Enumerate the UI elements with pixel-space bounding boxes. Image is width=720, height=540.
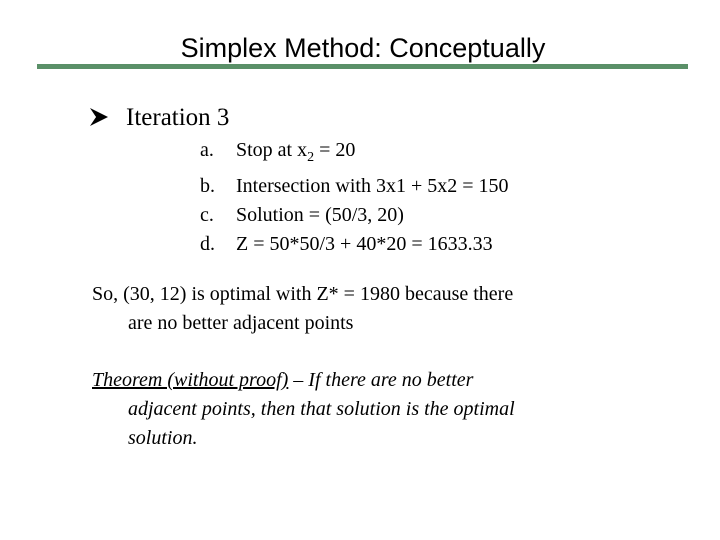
list-letter: c.: [200, 204, 214, 226]
subscript: 2: [307, 150, 315, 165]
theorem-label: Theorem (without proof): [92, 369, 289, 391]
list-text: Z = 50*50/3 + 40*20 = 1633.33: [236, 233, 493, 255]
theorem-line-1: [92, 366, 515, 395]
conclusion-line-2: are no better adjacent points: [128, 312, 354, 334]
list-item: [200, 201, 509, 230]
iteration-steps-list: [200, 136, 509, 259]
list-text-suffix: = 20: [314, 139, 356, 161]
list-letter: d.: [200, 233, 215, 255]
theorem-text: – If there are no better: [288, 369, 474, 391]
list-item: [200, 230, 509, 259]
theorem-line-3: solution.: [128, 427, 198, 449]
conclusion-line-1: So, (30, 12) is optimal with Z* = 1980 because there: [92, 283, 514, 305]
list-text: Solution = (50/3, 20): [236, 204, 404, 226]
list-text: Stop at x: [236, 139, 308, 161]
list-letter: a.: [200, 139, 214, 161]
bullet-iteration: [88, 102, 229, 134]
title-divider: [37, 64, 688, 69]
list-item: [200, 136, 509, 172]
list-letter: b.: [200, 175, 215, 197]
arrow-bullet-icon: [88, 106, 110, 128]
slide-title: Simplex Method: Conceptually: [180, 33, 546, 63]
list-text: Intersection with 3x1 + 5x2 = 150: [236, 175, 509, 197]
conclusion-paragraph: [92, 280, 513, 338]
bullet-text: Iteration 3: [126, 104, 230, 131]
list-item: [200, 172, 509, 201]
theorem-line-2: adjacent points, then that solution is the optimal: [128, 398, 515, 420]
theorem-paragraph: [92, 366, 515, 453]
